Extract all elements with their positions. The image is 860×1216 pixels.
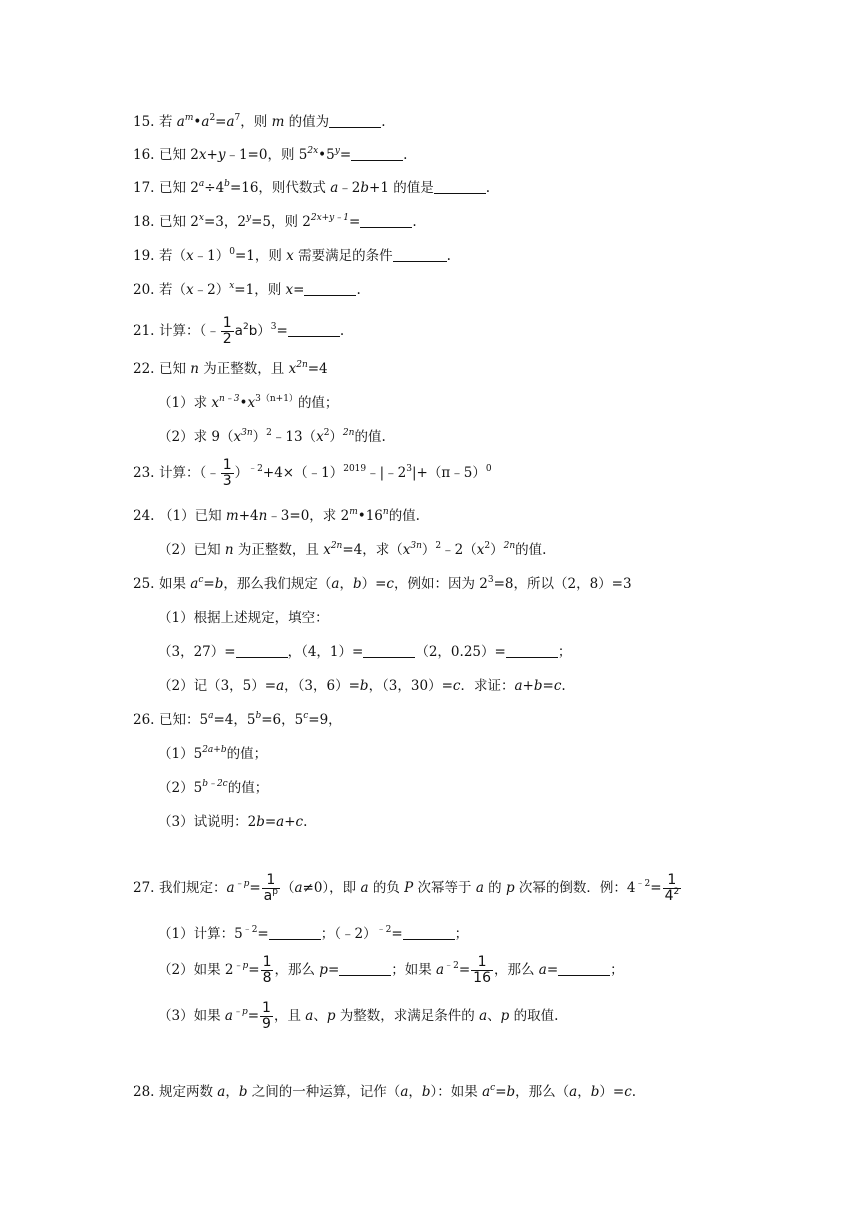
fraction: $\frac{1}{16}$ (473, 954, 491, 986)
question-27-part-1: （1）计算：$5^{﹣2}=$ ；（﹣2）$^{﹣2}$= ； (158, 925, 469, 942)
question-number: 22. (133, 361, 155, 377)
question-27-part-2: （2）如果 $2^{﹣p}=$ $\frac{1}{8}$ ，那么 p= ；如果 $a^{﹣2}=$ $\frac{1}{16}$ ，那么 a= ； (158, 954, 624, 986)
question-25-part-2: （2）记（3，5）=a，（3，6）=b，（3，30）=c．求证：a+b=c. (158, 678, 566, 694)
question-number: 25. (133, 576, 155, 592)
fraction: $\frac{1}{3}$ (222, 457, 232, 489)
answer-blank[interactable] (506, 643, 558, 658)
question-23: 23. 计算：（﹣ $\frac{1}{3}$ ）$^{﹣2}+4\times(﹣1)^{2019}﹣|﹣2^3|+(\pi﹣5)^0$ (133, 457, 492, 489)
answer-blank[interactable] (329, 113, 381, 128)
answer-blank[interactable] (558, 961, 610, 976)
answer-blank[interactable] (393, 247, 447, 262)
question-19: 19. 若（x﹣1）$^0$=1，则 x 需要满足的条件 . (133, 247, 451, 264)
question-15: 15. 若 $a^m•a^2=a^7$，则 m 的值为 . (133, 113, 386, 130)
question-16: 16. 已知 2x+y﹣1=0，则 $5^{2x}•5^y=$ . (133, 146, 408, 163)
fraction: $\frac{1}{9}$ (262, 1000, 271, 1032)
answer-blank[interactable] (403, 925, 455, 940)
question-number: 21. (133, 323, 155, 339)
question-26-part-3: （3）试说明：2b=a+c. (158, 814, 308, 830)
fraction: $\frac{1}{4^2}$ (664, 872, 680, 904)
question-24-part-2: （2）已知 n 为正整数，且 $x^{2n}=4$，求$(x^{3n})^2﹣2(x^2)^{2n}$的值. (158, 541, 547, 558)
answer-blank[interactable] (339, 961, 391, 976)
question-25-blanks: （3，27）= ，（4，1）= （2，0.25）= ； (158, 644, 572, 660)
question-24: 24. （1）已知 m+4n﹣3=0，求 2$^m$•16$^n$的值. (133, 507, 420, 524)
question-22-part-1: （1）求 $x^{n﹣3}•x^{3(n+1)}$的值； (158, 394, 339, 411)
question-number: 24. (133, 508, 155, 524)
question-22: 22. 已知 n 为正整数，且 $x^{2n}=4$ (133, 360, 328, 377)
question-17: 17. 已知 $2^a\div 4^b=16$，则代数式 a﹣2b+1 的值是 . (133, 179, 491, 196)
question-18: 18. 已知 $2^x=3$，$2^y=5$，则 $2^{2x+y﹣1}=$ . (133, 213, 417, 230)
question-number: 23. (133, 465, 155, 481)
question-28: 28. 规定两数 a，b 之间的一种运算，记作（a，b）：如果 $a^c=b$，那么（a，b）=c. (133, 1083, 637, 1100)
question-number: 17. (133, 180, 155, 196)
question-21: 21. 计算：（﹣ $\frac{1}{2}$ $a^2b)^3=$ . (133, 315, 345, 347)
answer-blank[interactable] (363, 643, 415, 658)
question-number: 16. (133, 147, 155, 163)
answer-blank[interactable] (360, 213, 412, 228)
question-number: 18. (133, 214, 155, 230)
answer-blank[interactable] (288, 322, 340, 337)
question-27-part-3: （3）如果 $a^{﹣p}=$ $\frac{1}{9}$ ，且 a、p 为整数，求满足条件的 a、p 的取值. (158, 1000, 559, 1032)
answer-blank[interactable] (236, 643, 288, 658)
question-number: 26. (133, 712, 155, 728)
question-number: 19. (133, 248, 155, 264)
question-26-part-1: $(1)5^{2a+b}$的值； (158, 745, 268, 762)
question-27: 27. 我们规定：$a^{﹣p}=$ $\frac{1}{a^p}$ （a≠0），即 a 的负 P 次幂等于 a 的 p 次幂的倒数．例：$4^{﹣2}=$ $\frac{1}{4^2}$ (133, 872, 680, 904)
question-25: 25. 如果 $a^c=b$，那么我们规定（a，b）=c，例如：因为 $2^3=8$，所以（2，8）=3 (133, 575, 632, 592)
fraction: $\frac{1}{2}$ (222, 315, 232, 347)
answer-blank[interactable] (434, 179, 486, 194)
question-number: 28. (133, 1084, 155, 1100)
fraction: $\frac{1}{a^p}$ (263, 872, 278, 904)
question-22-part-2: （2）求 $9(x^{3n})^2﹣13(x^2)^{2n}$的值. (158, 428, 386, 445)
answer-blank[interactable] (351, 146, 403, 161)
question-number: 15. (133, 114, 155, 130)
question-26: 26. 已知：$5^a=4$，$5^b=6$，$5^c=9$， (133, 711, 342, 728)
question-25-part-1: （1）根据上述规定，填空： (158, 610, 329, 626)
question-number: 27. (133, 880, 155, 896)
fraction: $\frac{1}{8}$ (262, 954, 272, 986)
question-20: 20. 若（x﹣2）$^x$=1，则 x= . (133, 281, 361, 298)
answer-blank[interactable] (304, 281, 356, 296)
question-number: 20. (133, 282, 155, 298)
answer-blank[interactable] (269, 925, 321, 940)
question-26-part-2: $(2)5^{b﹣2c}$的值； (158, 779, 269, 796)
